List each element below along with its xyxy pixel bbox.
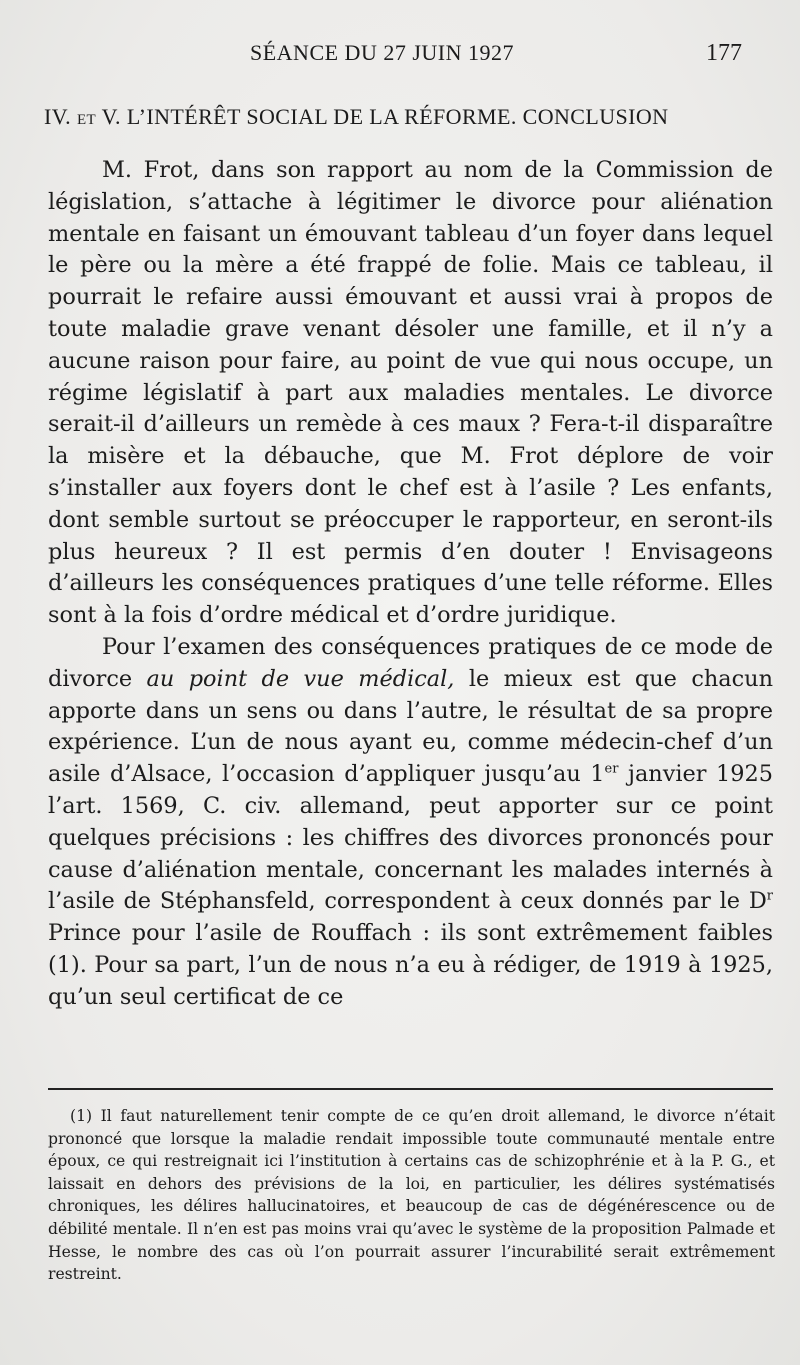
paragraph-2-part-c: janvier 1925 l’art. 1569, C. civ. allemand, peut apporter sur ce point quelques précisions : les chiffres des divorces prononcés pour cause d’aliénation mentale, concernant les malades internés à l’asile de Stéphansfeld, correspondent à ceux donnés par le D [48, 761, 773, 915]
paragraph-2 [48, 632, 773, 1014]
paragraph-2-part-b: le mieux est que chacun apporte dans un sens ou dans l’autre, le résultat de sa propre expérience. L’un de nous ayant eu, comme médecin-chef d’un asile d’Alsace, l’occasion d’appliquer jusqu’au 1 [48, 665, 774, 788]
running-head-title: SÉANCE DU 27 JUIN 1927 [250, 40, 514, 65]
footnote-divider [48, 1088, 773, 1090]
paragraph-2-part-a: Pour l’examen des conséquences pratiques de ce mode de divorce [48, 633, 773, 692]
body-text [48, 155, 773, 1014]
paragraph-2-part-d: Prince pour l’asile de Rouffach : ils sont extrêmement faibles (1). Pour sa part, l’un de nous n’a eu à rédiger, de 1919 à 1925, qu’un seul certificat de ce [48, 920, 773, 1010]
page-number: 177 [706, 40, 742, 66]
paragraph-1: M. Frot, dans son rapport au nom de la Commission de législation, s’attache à légitimer le divorce pour aliénation mentale en faisant un émouvant tableau d’un foyer dans lequel le père ou la mère a été frappé de folie. Mais ce tableau, il pourrait le refaire aussi émouvant et aussi vrai à propos de toute maladie grave venant désoler une famille, et il n’y a aucune raison pour faire, au point de vue qui nous occupe, un régime législatif à part aux maladies mentales. Le divorce serait-il d’ailleurs un remède à ces maux ? Fera-t-il disparaître la misère et la débauche, que M. Frot déplore de voir s’installer aux foyers dont le chef est à l’asile ? Les enfants, dont semble surtout se préoccuper le rapporteur, en seront-ils plus heureux ? Il est permis d’en douter ! Envisageons d’ailleurs les conséquences pratiques d’une telle réforme. Elles sont à la fois d’ordre médical et d’ordre juridique. [48, 157, 773, 629]
superscript-r: r [766, 888, 773, 904]
footnote: (1) Il faut naturellement tenir compte de ce qu’en droit allemand, le divorce n’était prononcé que lorsque la maladie rendait impossible toute communauté mentale entre époux, ce qui restreignait ici l’institution à certains cas de schizophrénie et à la P. G., et laissait en dehors des prévisions de la loi, en particulier, les délires systématisés chroniques, les délires hallucinatoires, et beaucoup de cas de dégénérescence ou de débilité mentale. Il n’en est pas moins vrai qu’avec le système de la proposition Palmade et Hesse, le nombre des cas où l’on pourrait assurer l’incurabilité serait extrêmement restreint. [48, 1107, 775, 1284]
superscript-er: er [604, 761, 619, 777]
running-head [0, 40, 800, 70]
paragraph-2-italic: au point de vue médical, [146, 665, 455, 692]
section-heading: IV. et V. L’INTÉRÊT SOCIAL DE LA RÉFORME. CONCLUSION [44, 104, 669, 129]
